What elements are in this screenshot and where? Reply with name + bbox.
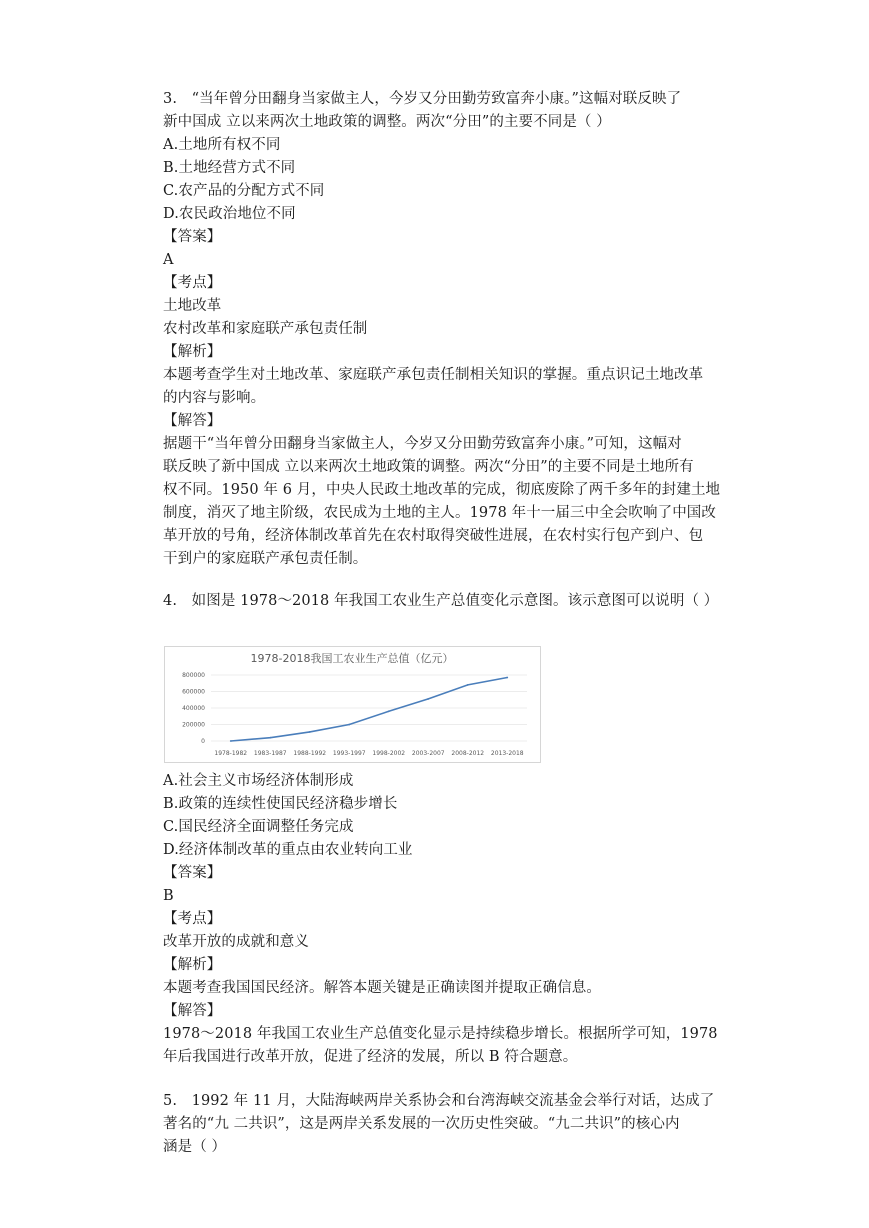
q4-topic-1: 改革开放的成就和意义 [163, 934, 309, 950]
q3-option-c: C.农产品的分配方式不同 [163, 183, 325, 199]
q4-topic-heading: 【考点】 [163, 911, 222, 927]
data-point [427, 698, 429, 700]
chart-title: 1978-2018我国工农业生产总值（亿元） [250, 652, 454, 665]
data-point [348, 724, 350, 726]
q3-solution-line-1: 据题干“当年曾分田翻身当家做主人，今岁又分田勤劳致富奔小康。”可知，这幅对 [163, 436, 682, 452]
q3-stem-line-1: 3. “当年曾分田翻身当家做主人，今岁又分田勤劳致富奔小康。”这幅对联反映了 [163, 91, 682, 107]
data-point [230, 740, 232, 742]
q3-solution-line-2: 联反映了新中国成 立以来两次土地政策的调整。两次“分田”的主要不同是土地所有 [163, 459, 694, 475]
data-point [309, 731, 311, 733]
x-tick-label: 1978-1982 [214, 750, 248, 757]
q3-option-d: D.农民政治地位不同 [163, 206, 296, 222]
q4-solution-line-2: 年后我国进行改革开放，促进了经济的发展，所以 B 符合题意。 [163, 1049, 578, 1065]
q3-stem-line-2: 新中国成 立以来两次土地政策的调整。两次“分田”的主要不同是（ ） [163, 114, 611, 130]
series-line [231, 678, 508, 742]
q4-analysis-line-1: 本题考查我国国民经济。解答本题关键是正确读图并提取正确信息。 [163, 980, 601, 996]
line-chart [165, 647, 540, 762]
x-tick-label: 2008-2012 [451, 750, 485, 757]
q3-solution-line-4: 制度，消灭了地主阶级，农民成为土地的主人。1978 年十一届三中全会吹响了中国改 [163, 505, 717, 521]
q3-solution-heading: 【解答】 [163, 413, 222, 429]
q3-analysis-line-1: 本题考查学生对土地改革、家庭联产承包责任制相关知识的掌握。重点识记土地改革 [163, 367, 704, 383]
q4-answer-heading: 【答案】 [163, 865, 222, 881]
q4-option-d: D.经济体制改革的重点由农业转向工业 [163, 842, 413, 858]
q3-solution-line-6: 干到户的家庭联产承包责任制。 [163, 551, 368, 567]
y-tick-label: 400000 [182, 705, 205, 712]
x-tick-label: 2003-2007 [411, 750, 445, 757]
q3-topic-2: 农村改革和家庭联产承包责任制 [163, 321, 368, 337]
q3-answer-heading: 【答案】 [163, 229, 222, 245]
q4-option-c: C.国民经济全面调整任务完成 [163, 819, 354, 835]
data-point [506, 677, 508, 679]
q3-analysis-heading: 【解析】 [163, 344, 222, 360]
q4-option-b: B.政策的连续性使国民经济稳步增长 [163, 796, 398, 812]
x-tick-label: 1998-2002 [372, 750, 406, 757]
y-tick-label: 800000 [182, 672, 205, 679]
q4-solution-line-1: 1978～2018 年我国工农业生产总值变化显示是持续稳步增长。根据所学可知，1978 [163, 1026, 718, 1042]
q3-solution-line-3: 权不同。1950 年 6 月，中央人民政土地改革的完成，彻底废除了两千多年的封建土地 [163, 482, 721, 498]
q4-solution-heading: 【解答】 [163, 1003, 222, 1019]
y-tick-label: 200000 [182, 721, 205, 729]
q4-stem: 4. 如图是 1978～2018 年我国工农业生产总值变化示意图。该示意图可以说明（ ） [163, 593, 719, 609]
q3-option-b: B.土地经营方式不同 [163, 160, 296, 176]
y-tick-label: 0 [201, 738, 205, 745]
q4-answer: B [163, 888, 174, 904]
x-tick-label: 2013-2018 [490, 750, 524, 757]
q3-answer: A [163, 252, 174, 268]
q3-analysis-line-2: 的内容与影响。 [163, 390, 266, 406]
q5-stem-line-1: 5. 1992 年 11 月，大陆海峡两岸关系协会和台湾海峡交流基金会举行对话，达成了 [163, 1093, 715, 1109]
q3-option-a: A.土地所有权不同 [163, 137, 281, 153]
data-point [467, 684, 469, 686]
y-tick-label: 600000 [182, 688, 205, 696]
q3-solution-line-5: 革开放的号角，经济体制改革首先在农村取得突破性进展，在农村实行包产到户、包 [163, 528, 704, 544]
q4-chart [164, 646, 541, 763]
q5-stem-line-3: 涵是（ ） [163, 1139, 227, 1155]
x-tick-label: 1988-1992 [293, 750, 327, 757]
q3-topic-1: 土地改革 [163, 298, 222, 314]
q4-analysis-heading: 【解析】 [163, 957, 222, 973]
x-tick-label: 1993-1997 [332, 750, 366, 757]
data-point [388, 710, 390, 712]
q4-option-a: A.社会主义市场经济体制形成 [163, 773, 354, 789]
q3-topic-heading: 【考点】 [163, 275, 222, 291]
data-point [269, 737, 271, 739]
q5-stem-line-2: 著名的“九 二共识”，这是两岸关系发展的一次历史性突破。“九二共识”的核心内 [163, 1116, 680, 1132]
x-tick-label: 1983-1987 [253, 750, 287, 757]
